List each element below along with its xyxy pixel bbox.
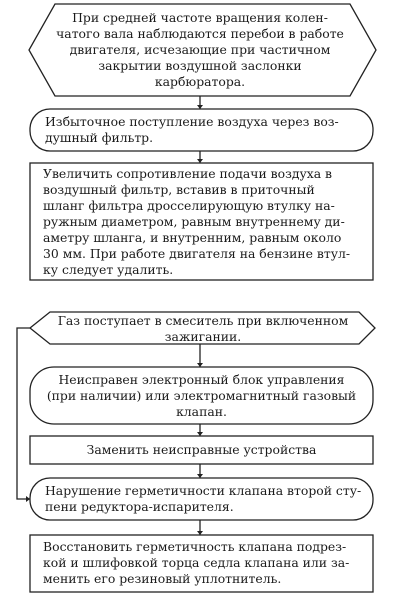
- text-line: ку следует удалить.: [43, 262, 174, 277]
- text-line: закрытии воздушной заслонки: [98, 58, 302, 73]
- cause-2b-text: [45, 483, 363, 515]
- text-line: кой и шлифовкой торца седла клапана или за-: [43, 555, 350, 570]
- text-line: клапан.: [176, 404, 227, 419]
- action-1-text: [43, 166, 365, 278]
- text-line: зажигании.: [164, 329, 242, 344]
- text-line: чатого вала наблюдаются перебои в работе: [56, 26, 344, 41]
- text-line: Увеличить сопротивление подачи воздуха в: [43, 166, 333, 181]
- text-line: воздушный фильтр, вставив в приточный: [43, 182, 315, 197]
- text-line: шланг фильтра дросселирующую втулку на-: [43, 198, 335, 213]
- action-2b-text: [43, 539, 365, 587]
- text-line: Восстановить герметичность клапана подрез-: [43, 539, 347, 554]
- text-line: Неисправен электронный блок управления: [58, 372, 345, 387]
- text-line: При средней частоте вращения колен-: [72, 10, 328, 25]
- condition-2-text: [48, 313, 358, 345]
- cause-1-text: [45, 114, 363, 146]
- text-line: карбюратора.: [154, 74, 246, 89]
- text-line: ружным диаметром, равным внутреннему ди-: [43, 214, 345, 229]
- text-line: Избыточное поступление воздуха через воз-: [45, 114, 339, 129]
- text-line: Заменить неисправные устройства: [86, 442, 317, 457]
- text-line: душный фильтр.: [45, 130, 154, 145]
- action-2a-text: [40, 442, 363, 458]
- text-line: Нарушение герметичности клапана второй сту-: [45, 483, 362, 498]
- text-line: менить его резиновый уплотнитель.: [43, 571, 282, 586]
- no-branch-line: [17, 328, 30, 499]
- text-line: (при наличии) или электромагнитный газовый: [46, 388, 357, 403]
- text-line: аметру шланга, и внутренним, равным около: [43, 230, 342, 245]
- text-line: двигателя, исчезающие при частичном: [69, 42, 331, 57]
- text-line: 30 мм. При работе двигателя на бензине втул-: [43, 246, 351, 261]
- condition-1-text: [50, 10, 350, 90]
- text-line: Газ поступает в смеситель при включенном: [57, 313, 349, 328]
- text-line: пени редуктора-испарителя.: [45, 499, 234, 514]
- cause-2a-text: [40, 372, 363, 420]
